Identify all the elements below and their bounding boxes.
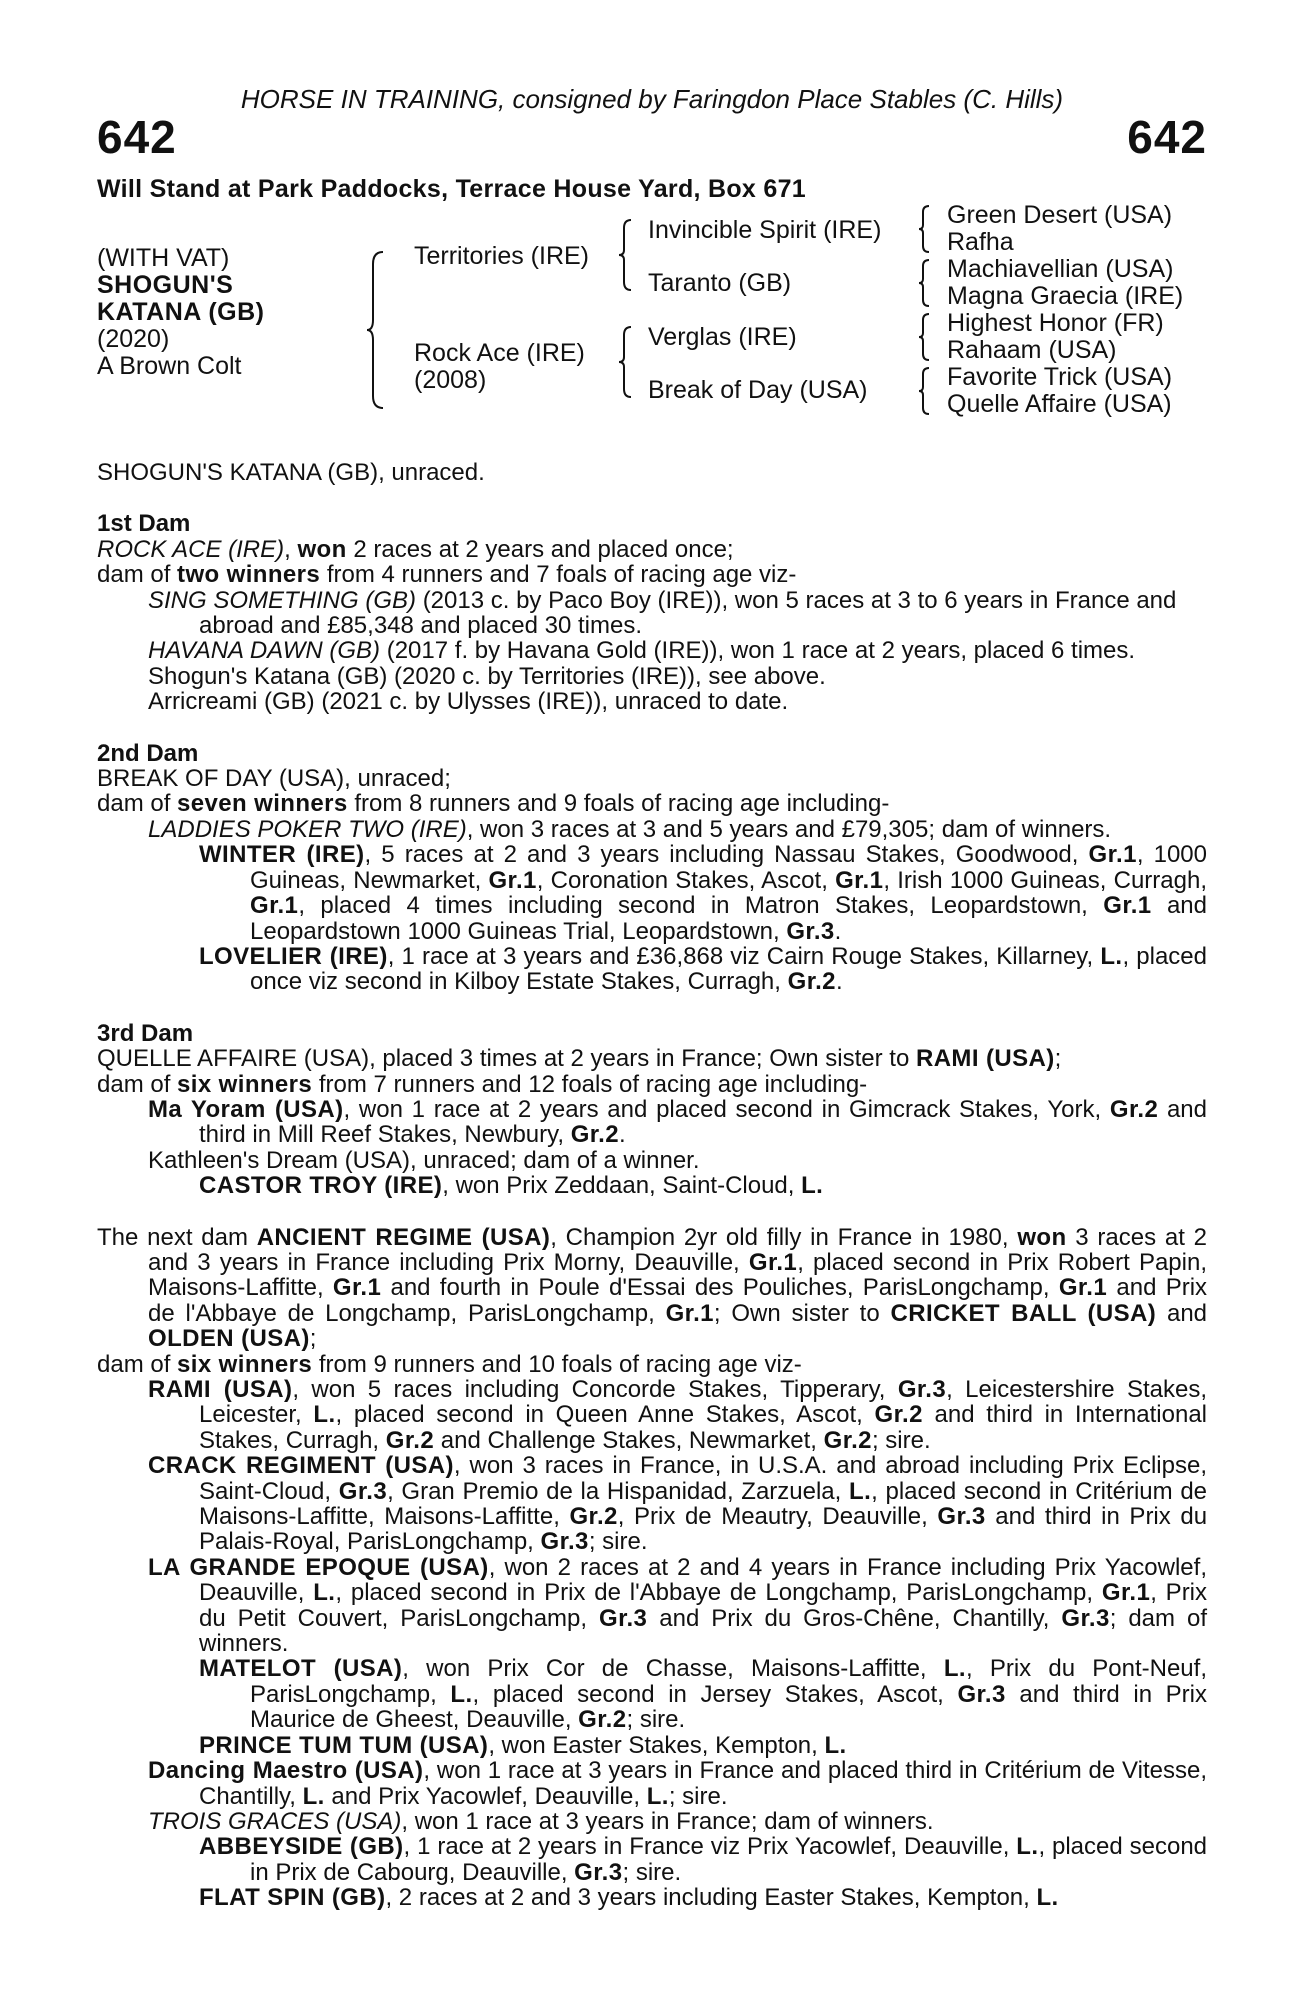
first-dam-produce-1: SING SOMETHING (GB) (2013 c. by Paco Boy (IRE)), won 5 races at 3 to 6 years in France and abroad and £85,348 and placed 30 times. [148,586,1177,640]
pedigree-table [97,200,1207,430]
summary-line: SHOGUN'S KATANA (GB), unraced. [97,459,485,486]
gen4-4: Magna Graecia (IRE) [947,282,1184,310]
brace-g4-2 [917,258,933,308]
gen4-2: Rafha [947,228,1014,256]
first-dam-heading: 1st Dam [97,510,191,538]
gen4-8: Quelle Affaire (USA) [947,390,1172,418]
brace-g4-3 [917,312,933,362]
first-dam-produce-summary: dam of two winners from 4 runners and 7 foals of racing age viz- [97,561,797,589]
first-dam-section [97,511,1207,714]
brace-dam [617,325,637,399]
second-dam-grandproduce-1: WINTER (IRE), 5 races at 2 and 3 years including Nassau Stakes, Goodwood, Gr.1, 1000 Guineas, Newmarket, Gr.1, Coronation Stakes, Ascot, Gr.1, Irish 1000 Guineas, Curragh, Gr.1, placed 4 times including second in Matron Stakes, Leopardstown, Gr.1 and Leopardstown 1000 Guineas Trial, Leopardstown, Gr.3. [199,841,1207,945]
third-dam-grandproduce-1: CASTOR TROY (IRE), won Prix Zeddaan, Saint-Cloud, L. [199,1172,824,1200]
third-dam-produce-summary: dam of six winners from 7 runners and 12 foals of racing age including- [97,1070,868,1098]
horse-description: A Brown Colt [97,352,242,380]
gen4-5: Highest Honor (FR) [947,309,1164,337]
brace-gen1 [365,250,389,410]
dam-name: Rock Ace (IRE) [414,339,585,367]
gen3-3: Verglas (IRE) [648,323,797,351]
brace-sire [617,218,637,292]
foaling-year: (2020) [97,325,170,353]
gen4-1: Green Desert (USA) [947,201,1173,229]
consignor-line: HORSE IN TRAINING, consigned by Faringdon Place Stables (C. Hills) [240,84,1064,114]
brace-g4-1 [917,204,933,254]
second-dam-produce-summary: dam of seven winners from 8 runners and 9 foals of racing age including- [97,790,890,818]
vat-note: (WITH VAT) [97,244,230,272]
gen3-1: Invincible Spirit (IRE) [648,216,882,244]
third-dam-produce-2: Kathleen's Dream (USA), unraced; dam of a winner. [148,1146,700,1174]
next-dam-section [97,1225,1207,1911]
gen4-7: Favorite Trick (USA) [947,363,1173,391]
first-dam-record: ROCK ACE (IRE), won 2 races at 2 years and placed once; [97,535,734,563]
third-dam-heading: 3rd Dam [97,1019,194,1047]
catalogue-body [97,460,1207,1911]
third-dam-record: QUELLE AFFAIRE (USA), placed 3 times at 2 years in France; Own sister to RAMI (USA); [97,1045,1062,1073]
first-dam-produce-2: HAVANA DAWN (GB) (2017 f. by Havana Gold (IRE)), won 1 race at 2 years, placed 6 times. [148,637,1136,665]
brace-g4-4 [917,366,933,416]
next-dam-produce-trois-graces: TROIS GRACES (USA), won 1 race at 3 years in France; dam of winners. [148,1807,934,1835]
first-dam-produce-4: Arricreami (GB) (2021 c. by Ulysses (IRE)), unraced to date. [148,688,789,716]
gen3-2: Taranto (GB) [648,269,792,297]
third-dam-produce-1: Ma Yoram (USA), won 1 race at 2 years and placed second in Gimcrack Stakes, York, Gr.2 and third in Mill Reef Stakes, Newbury, Gr.2. [148,1095,1207,1149]
first-dam-produce-3: Shogun's Katana (GB) (2020 c. by Territories (IRE)), see above. [148,662,826,690]
next-dam-grandproduce-matelot: MATELOT (USA), won Prix Cor de Chasse, Maisons-Laffitte, L., Prix du Pont-Neuf, ParisLongchamp, L., placed second in Jersey Stakes, Ascot, Gr.3 and third in Prix Maurice de Gheest, Deauville, Gr.2; sire. [199,1655,1207,1734]
second-dam-heading: 2nd Dam [97,739,199,767]
next-dam-grandproduce-abbeyside: ABBEYSIDE (GB), 1 race at 2 years in France viz Prix Yacowlef, Deauville, L., placed second in Prix de Cabourg, Deauville, Gr.3; sire. [199,1833,1208,1886]
next-dam-grandproduce-prince-tum-tum: PRINCE TUM TUM (USA), won Easter Stakes, Kempton, L. [199,1731,847,1759]
next-dam-produce-dancing-maestro: Dancing Maestro (USA), won 1 race at 3 years in France and placed third in Critérium de Vitesse, Chantilly, L. and Prix Yacowlef, Deauville, L.; sire. [148,1757,1207,1810]
horse-name-line2: KATANA (GB) [97,298,265,326]
second-dam-section [97,741,1207,995]
lot-number-left: 642 [97,111,177,163]
second-dam-record: BREAK OF DAY (USA), unraced; [97,765,451,793]
next-dam-record: The next dam ANCIENT REGIME (USA), Champion 2yr old filly in France in 1980, won 3 races at 2 and 3 years in France including Prix Morny, Deauville, Gr.1, placed second in Prix Robert Papin, Maisons-Laffitte, Gr.1 and fourth in Poule d'Essai des Pouliches, ParisLongchamp, Gr.1 and Prix de l'Abbaye de Longchamp, ParisLongchamp, Gr.1; Own sister to CRICKET BALL (USA) and OLDEN (USA); [97,1223,1208,1353]
gen3-4: Break of Day (USA) [648,376,868,404]
lot-number-right: 642 [1127,111,1207,163]
next-dam-produce-rami: RAMI (USA), won 5 races including Concorde Stakes, Tipperary, Gr.3, Leicestershire Stakes, Leicester, L., placed second in Queen Anne Stakes, Ascot, Gr.2 and third in International Stakes, Curragh, Gr.2 and Challenge Stakes, Newmarket, Gr.2; sire. [148,1376,1208,1454]
next-dam-produce-la-grande-epoque: LA GRANDE EPOQUE (USA), won 2 races at 2 and 4 years in France including Prix Yacowlef, Deauville, L., placed second in Prix de l'Abbaye de Longchamp, ParisLongchamp, Gr.1, Prix du Petit Couvert, ParisLongchamp, Gr.3 and Prix du Gros-Chêne, Chantilly, Gr.3; dam of winners. [148,1553,1208,1658]
next-dam-produce-summary: dam of six winners from 9 runners and 10 foals of racing age viz- [97,1350,802,1378]
dam-year: (2008) [414,366,487,394]
next-dam-produce-crack-regiment: CRACK REGIMENT (USA), won 3 races in France, in U.S.A. and abroad including Prix Eclipse, Saint-Cloud, Gr.3, Gran Premio de la Hispanidad, Zarzuela, L., placed second in Critérium de Maisons-Laffitte, Maisons-Laffitte, Gr.2, Prix de Meautry, Deauville, Gr.3 and third in Prix du Palais-Royal, ParisLongchamp, Gr.3; sire. [148,1452,1208,1556]
second-dam-grandproduce-2: LOVELIER (IRE), 1 race at 3 years and £36,868 viz Cairn Rouge Stakes, Killarney, L., placed once viz second in Kilboy Estate Stakes, Curragh, Gr.2. [199,942,1208,996]
horse-name-line1: SHOGUN'S [97,271,234,299]
sire-name: Territories (IRE) [414,242,590,270]
gen4-3: Machiavellian (USA) [947,255,1174,283]
gen4-6: Rahaam (USA) [947,336,1117,364]
next-dam-grandproduce-flat-spin: FLAT SPIN (GB), 2 races at 2 and 3 years including Easter Stakes, Kempton, L. [199,1884,1059,1912]
stand-location: Will Stand at Park Paddocks, Terrace House Yard, Box 671 [97,175,806,203]
second-dam-produce-1: LADDIES POKER TWO (IRE), won 3 races at 3 and 5 years and £79,305; dam of winners. [148,815,1112,843]
third-dam-section [97,1021,1207,1199]
